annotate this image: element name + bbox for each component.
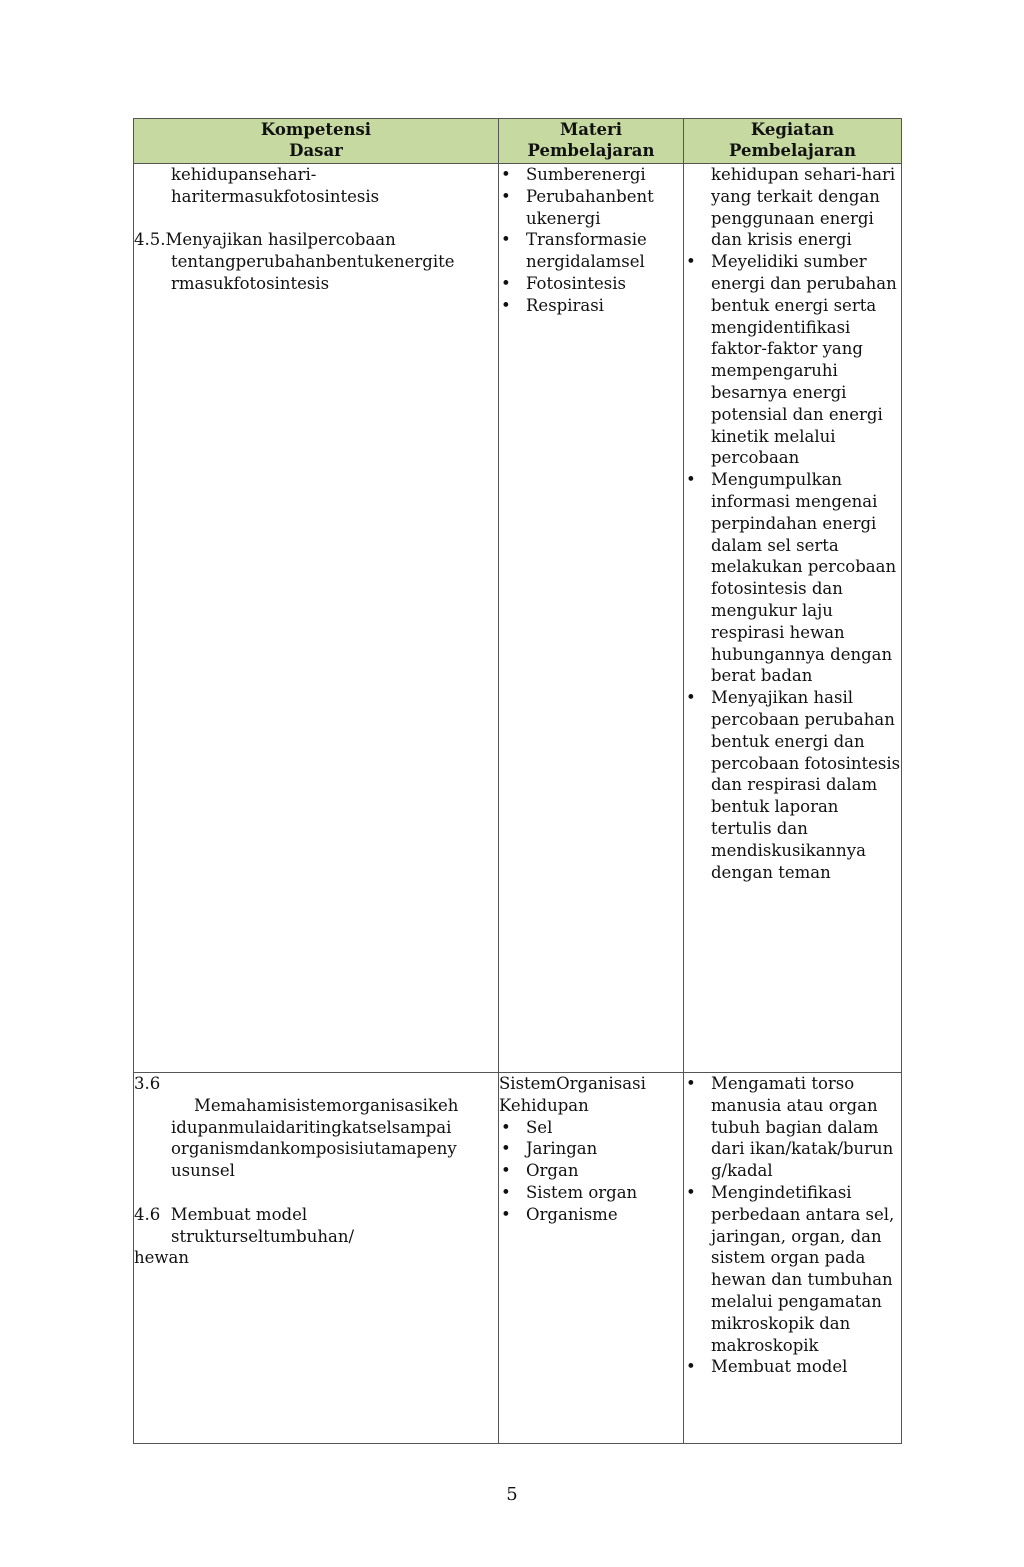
list-item: • Organ: [499, 1160, 683, 1182]
kegiatan-list: [684, 1073, 901, 1378]
kd-text-line: Memahamisistemorganisasikeh: [194, 1095, 459, 1115]
header-kegiatan-pembelajaran: Kegiatan Pembelajaran: [684, 119, 902, 164]
header-materi-pembelajaran: Materi Pembelajaran: [499, 119, 684, 164]
materi-title: Kehidupan: [499, 1095, 589, 1115]
kd-text-line: 4.6 Membuat model: [134, 1204, 308, 1224]
kd-number: 3.6: [134, 1074, 161, 1093]
kd-text-line: strukturseltumbuhan/: [171, 1226, 355, 1246]
materi-list: [499, 164, 683, 317]
table-header-row: [134, 119, 902, 164]
kegiatan-cell: [684, 1073, 902, 1444]
kd-text-line: haritermasukfotosintesis: [171, 186, 380, 206]
list-item: • Meyelidiki sumber energi dan perubahan bentuk energi serta mengidentifikasi faktor-faktor yang mempengaruhi besarnya energi potensial dan energi kinetik melalui percobaan: [684, 251, 901, 469]
list-item: • Membuat model: [684, 1356, 901, 1378]
kd-cell: [134, 1073, 499, 1444]
list-item: • Menyajikan hasil percobaan perubahan bentuk energi dan percobaan fotosintesis dan respirasi dalam bentuk laporan tertulis dan mendiskusikannya dengan teman: [684, 687, 901, 883]
kd-text-line: hewan: [134, 1248, 189, 1268]
table-row: [134, 1073, 902, 1444]
list-item: • Mengamati torso manusia atau organ tubuh bagian dalam dari ikan/katak/burun g/kadal: [684, 1073, 901, 1182]
materi-list: [499, 1117, 683, 1226]
kd-text-line: usunsel: [171, 1161, 235, 1181]
list-item: • Transformasie nergidalamsel: [499, 229, 683, 273]
kegiatan-continuation: kehidupan sehari-hari yang terkait dengan penggunaan energi dan krisis energi: [711, 165, 896, 250]
kegiatan-cell: [684, 164, 902, 1073]
list-item: • Sumberenergi: [499, 164, 683, 186]
curriculum-table: [133, 118, 902, 1444]
list-item: • Sistem organ: [499, 1182, 683, 1204]
kd-text-line: idupanmulaidaritingkatselsampai: [171, 1117, 452, 1137]
kd-cell: [134, 164, 499, 1073]
list-item: • Mengindetifikasi perbedaan antara sel, jaringan, organ, dan sistem organ pada hewan dan tumbuhan melalui pengamatan mikroskopik dan makroskopik: [684, 1182, 901, 1356]
page-number: 5: [506, 1484, 518, 1505]
header-kompetensi-dasar: Kompetensi Dasar: [134, 119, 499, 164]
list-item: • Jaringan: [499, 1138, 683, 1160]
list-item: • Sel: [499, 1117, 683, 1139]
kd-text-line: kehidupansehari-: [171, 165, 317, 184]
kegiatan-list: [684, 251, 901, 883]
materi-cell: [499, 1073, 684, 1444]
list-item: • Fotosintesis: [499, 273, 683, 295]
list-item: • Perubahanbent ukenergi: [499, 186, 683, 230]
kd-text-line: 4.5.Menyajikan hasilpercobaan: [134, 230, 396, 250]
materi-title: SistemOrganisasi: [499, 1074, 646, 1093]
kd-text-line: organismdankomposisiutamapeny: [171, 1139, 457, 1159]
kd-text-line: rmasukfotosintesis: [171, 273, 330, 293]
table-row: [134, 164, 902, 1073]
kd-text-line: tentangperubahanbentukenergite: [171, 252, 455, 272]
materi-cell: [499, 164, 684, 1073]
list-item: • Respirasi: [499, 295, 683, 317]
list-item: • Organisme: [499, 1204, 683, 1226]
list-item: • Mengumpulkan informasi mengenai perpindahan energi dalam sel serta melakukan percobaan fotosintesis dan mengukur laju respirasi hewan hubungannya dengan berat badan: [684, 469, 901, 687]
